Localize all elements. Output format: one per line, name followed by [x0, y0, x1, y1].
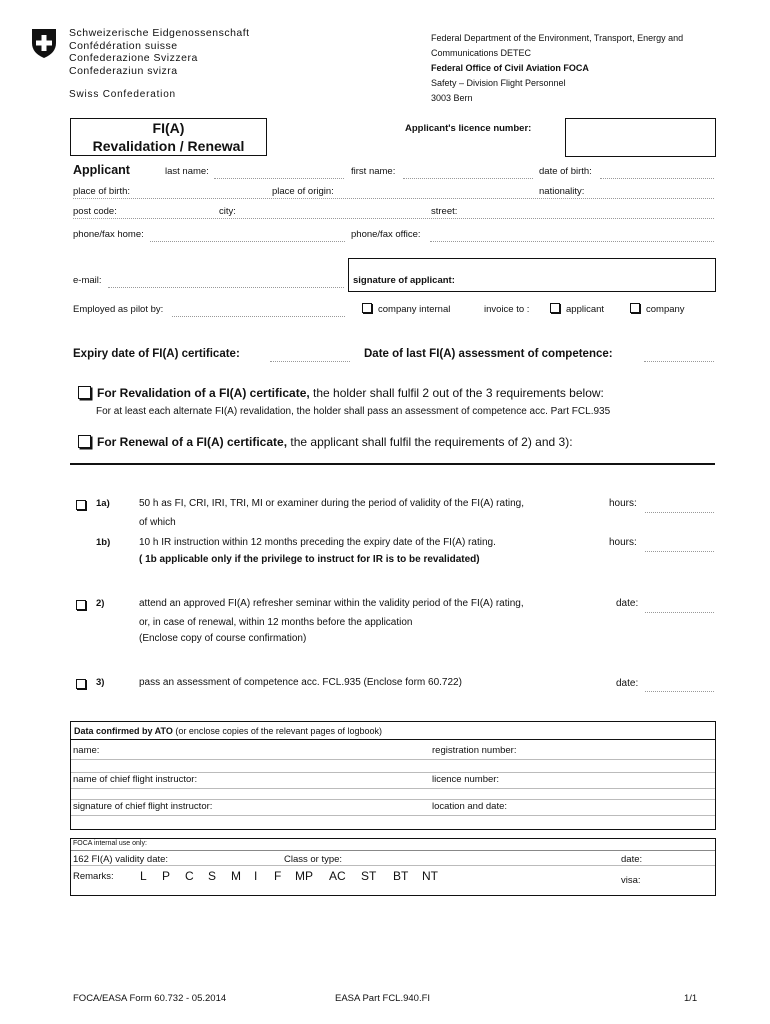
- req-3-number: 3): [96, 677, 105, 688]
- revalidation-note: For at least each alternate FI(A) revalidation, the holder shall pass an assessment of competence acc. Part FCL.935: [96, 406, 611, 417]
- last-name-label: last name:: [165, 166, 209, 177]
- phone-office-label: phone/fax office:: [351, 229, 421, 240]
- req-2-text2: or, in case of renewal, within 12 months before the application: [139, 617, 413, 628]
- req-3-text: pass an assessment of competence acc. FCL.935 (Enclose form 60.722): [139, 677, 462, 688]
- ato-box: [70, 721, 716, 830]
- invoice-applicant-checkbox[interactable]: [550, 303, 560, 313]
- first-name-field[interactable]: [403, 178, 533, 179]
- form-title-box: [70, 118, 267, 156]
- ato-chief-field[interactable]: [71, 788, 715, 789]
- last-name-field[interactable]: [214, 178, 344, 179]
- employed-label: Employed as pilot by:: [73, 304, 164, 315]
- email-field[interactable]: [108, 287, 344, 288]
- section-divider: [70, 463, 715, 465]
- nationality-label: nationality:: [539, 186, 585, 197]
- company-internal-checkbox[interactable]: [362, 303, 372, 313]
- req-1a-text2: of which: [139, 517, 176, 528]
- invoice-company-checkbox[interactable]: [630, 303, 640, 313]
- req-1b-text: 10 h IR instruction within 12 months preceding the expiry date of the FI(A) rating.: [139, 537, 496, 548]
- place-of-birth-field[interactable]: [73, 198, 714, 199]
- street-label: street:: [431, 206, 458, 217]
- ato-signature-field[interactable]: [71, 815, 715, 816]
- req-2-date-field[interactable]: [645, 612, 714, 613]
- place-of-birth-label: place of birth:: [73, 186, 131, 197]
- req-1b-hours-field[interactable]: [645, 551, 714, 552]
- ato-location-date-label: location and date:: [432, 801, 508, 812]
- date-of-birth-field[interactable]: [600, 178, 714, 179]
- revalidation-checkbox[interactable]: [78, 386, 91, 399]
- ato-heading: Data confirmed by ATO (or enclose copies of the relevant pages of logbook): [74, 726, 382, 736]
- req-2-checkbox[interactable]: [76, 600, 86, 610]
- revalidation-option[interactable]: For Revalidation of a FI(A) certificate, the holder shall fulfil 2 out of the 3 requirements below:: [78, 386, 604, 400]
- signature-box[interactable]: [348, 258, 716, 292]
- first-name-label: first name:: [351, 166, 396, 177]
- confederation-names: Schweizerische Eidgenossenschaft Confédération suisse Confederazione Svizzera Confederaziun svizra: [69, 27, 250, 77]
- expiry-date-field[interactable]: [270, 361, 350, 362]
- address-field[interactable]: [73, 218, 714, 219]
- req-1a-text: 50 h as FI, CRI, IRI, TRI, MI or examiner during the period of validity of the FI(A) rating,: [139, 498, 524, 509]
- foca-remarks-label: Remarks:: [73, 871, 114, 882]
- invoice-company-option[interactable]: company: [630, 303, 685, 315]
- req-2-text3: (Enclose copy of course confirmation): [139, 633, 307, 644]
- foca-class-label: Class or type:: [284, 854, 343, 865]
- renewal-option[interactable]: For Renewal of a FI(A) certificate, the applicant shall fulfil the requirements of 2) and 3):: [78, 435, 573, 449]
- foca-box: FOCA internal use only: 162 FI(A) validity date: Class or type: date: Remarks: L P C S M I F MP AC ST BT NT visa:: [70, 838, 716, 896]
- swiss-confederation: Swiss Confederation: [69, 89, 176, 100]
- req-1b-hours-label: hours:: [609, 537, 637, 548]
- foca-date-label: date:: [621, 854, 643, 865]
- place-of-origin-label: place of origin:: [272, 186, 334, 197]
- req-2-text: attend an approved FI(A) refresher seminar within the validity period of the FI(A) rating,: [139, 598, 524, 609]
- licence-number-field[interactable]: [565, 118, 716, 157]
- phone-office-field[interactable]: [430, 241, 714, 242]
- date-of-birth-label: date of birth:: [539, 166, 592, 177]
- req-2-date-label: date:: [616, 598, 639, 609]
- last-assessment-label: Date of last FI(A) assessment of competence:: [364, 348, 613, 360]
- company-internal-option[interactable]: company internal: [362, 303, 450, 315]
- foca-validity-label: 162 FI(A) validity date:: [73, 854, 169, 865]
- req-1-checkbox[interactable]: [76, 500, 86, 510]
- req-1b-number: 1b): [96, 537, 111, 548]
- footer-part: EASA Part FCL.940.FI: [335, 993, 431, 1004]
- footer-form-number: FOCA/EASA Form 60.732 - 05.2014: [73, 993, 227, 1004]
- req-1a-number: 1a): [96, 498, 110, 509]
- last-assessment-field[interactable]: [644, 361, 714, 362]
- req-3-checkbox[interactable]: [76, 679, 86, 689]
- ato-licence-label: licence number:: [432, 774, 500, 785]
- foca-internal-label: FOCA internal use only:: [73, 840, 147, 847]
- invoice-to-label: invoice to :: [484, 304, 530, 315]
- foca-visa-label: visa:: [621, 875, 641, 886]
- req-3-date-field[interactable]: [645, 691, 714, 692]
- req-1b-note: ( 1b applicable only if the privilege to instruct for IR is to be revalidated): [139, 554, 480, 565]
- employed-field[interactable]: [172, 316, 345, 317]
- req-1a-hours-label: hours:: [609, 498, 637, 509]
- ato-registration-label: registration number:: [432, 745, 517, 756]
- req-3-date-label: date:: [616, 678, 639, 689]
- swiss-cross-logo: [28, 27, 60, 62]
- post-code-label: post code:: [73, 206, 117, 217]
- city-label: city:: [219, 206, 236, 217]
- invoice-applicant-option[interactable]: applicant: [550, 303, 604, 315]
- email-label: e-mail:: [73, 275, 102, 286]
- ato-name-label: name:: [73, 745, 100, 756]
- ato-chief-label: name of chief flight instructor:: [73, 774, 198, 785]
- req-2-number: 2): [96, 598, 105, 609]
- phone-home-label: phone/fax home:: [73, 229, 144, 240]
- footer-page: 1/1: [684, 993, 698, 1004]
- ato-signature-label: signature of chief flight instructor:: [73, 801, 213, 812]
- form-title-line2: Revalidation / Renewal: [92, 138, 245, 154]
- expiry-date-label: Expiry date of FI(A) certificate:: [73, 348, 240, 360]
- phone-home-field[interactable]: [150, 241, 345, 242]
- form-title-line1: FI(A): [152, 120, 185, 136]
- licence-number-label: Applicant's licence number:: [405, 123, 532, 134]
- authority-address: Federal Department of the Environment, Transport, Energy and Communications DETEC Federal Office of Civil Aviation FOCA Safety – Division Flight Personnel 3003 Bern: [431, 33, 684, 103]
- signature-label: signature of applicant:: [353, 275, 455, 286]
- req-1a-hours-field[interactable]: [645, 512, 714, 513]
- renewal-checkbox[interactable]: [78, 435, 91, 448]
- ato-name-field[interactable]: [71, 759, 715, 760]
- applicant-heading: Applicant: [73, 163, 130, 177]
